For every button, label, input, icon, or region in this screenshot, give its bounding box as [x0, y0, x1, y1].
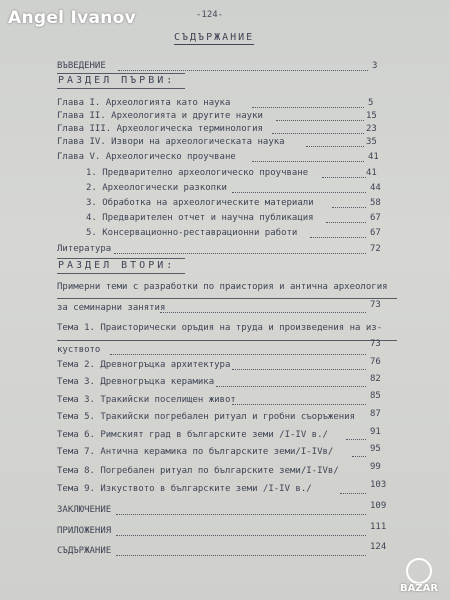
- leader-dots: [216, 386, 366, 387]
- toc-chapter-label: Глава V. Археологическо проучване: [57, 152, 236, 162]
- leader-dots: [276, 120, 364, 121]
- toc-chapter-page: 35: [366, 137, 377, 147]
- toc-topic-page: 87: [370, 409, 381, 419]
- toc-chapter-page: 23: [366, 124, 377, 134]
- leader-dots: [110, 354, 366, 355]
- toc-topic-page: 76: [370, 357, 381, 367]
- rule-line: [57, 340, 397, 341]
- toc-subitem-label: 3. Обработка на археологическите материали: [86, 198, 314, 208]
- leader-dots: [252, 161, 364, 162]
- bazar-logo-text: BAZAR: [400, 583, 439, 594]
- toc-closing-label: ЗАКЛЮЧЕНИЕ: [57, 505, 112, 515]
- toc-subitem-page: 67: [370, 228, 381, 238]
- leader-dots: [232, 404, 366, 405]
- toc-subitem-label: 4. Предварителен отчет и научна публикация: [86, 213, 314, 223]
- toc-closing-page: 124: [370, 542, 387, 552]
- toc-topic-label: Тема 3. Тракийски поселищен живот: [57, 395, 236, 405]
- toc-topic-line1: Тема 1. Праисторически оръдия на труда и произведения на из-: [57, 323, 383, 333]
- toc-topic-label: Тема 9. Изкуството в българските земи /I-IV в./: [57, 484, 312, 494]
- rule-line: [57, 298, 397, 299]
- leader-dots: [232, 369, 366, 370]
- watermark-author: Angel Ivanov: [8, 8, 137, 28]
- leader-dots: [116, 535, 366, 536]
- leader-dots: [118, 70, 368, 71]
- leader-dots: [310, 237, 366, 238]
- section-two-heading: РАЗДЕЛ ВТОРИ:: [58, 260, 176, 271]
- toc-topic-page: 103: [370, 480, 387, 490]
- toc-closing-page: 111: [370, 522, 387, 532]
- leader-dots: [114, 253, 366, 254]
- toc-topic-label: Тема 7. Антична керамика по българските земи/I-IVв/: [57, 447, 334, 457]
- bazar-logo-icon: [406, 558, 432, 584]
- toc-chapter-label: Глава I. Археологията като наука: [57, 98, 231, 108]
- toc-chapter-label: Глава IV. Извори на археологическата наука: [57, 137, 285, 147]
- leader-dots: [352, 456, 366, 457]
- toc-subitem-label: 1. Предварително археологическо проучване: [86, 168, 309, 178]
- toc-topic-label: Тема 2. Древногръцка архитектура: [57, 360, 231, 370]
- toc-topic-label: Тема 3. Древногръцка керамика: [57, 377, 215, 387]
- toc-subitem-page: 41: [366, 168, 377, 178]
- toc-chapter-page: 15: [366, 111, 377, 121]
- toc-closing-label: ПРИЛОЖЕНИЯ: [57, 526, 112, 536]
- leader-dots: [346, 439, 366, 440]
- leader-dots: [252, 107, 364, 108]
- toc-literature-page: 72: [370, 244, 381, 254]
- leader-dots: [332, 207, 366, 208]
- toc-chapter-page: 5: [368, 98, 374, 108]
- leader-dots: [232, 192, 366, 193]
- leader-dots: [116, 514, 366, 515]
- page-number: -124-: [196, 10, 224, 20]
- toc-literature-label: Литература: [57, 244, 112, 254]
- toc-topic-page: 73: [370, 339, 381, 349]
- toc-title: СЪДЪРЖАНИЕ: [174, 32, 255, 43]
- leader-dots: [272, 133, 364, 134]
- toc-intro-page: 3: [372, 61, 378, 71]
- toc-topic-page: 85: [370, 391, 381, 401]
- toc-topic-line2: куството: [57, 345, 101, 355]
- toc-chapter-label: Глава III. Археологическа терминология: [57, 124, 263, 134]
- toc-subitem-label: 5. Консервационно-реставрационни работи: [86, 228, 298, 238]
- toc-topic-page: 91: [370, 427, 381, 437]
- leader-dots: [340, 493, 366, 494]
- toc-topic-page: 95: [370, 444, 381, 454]
- toc-topic-label: Тема 6. Римският град в българските земи /I-IV в./: [57, 430, 328, 440]
- toc-topic-label: Тема 8. Погребален ритуал по българските земи/I-IVв/: [57, 466, 339, 476]
- leader-dots: [322, 177, 366, 178]
- toc-topic-page: 82: [370, 374, 381, 384]
- toc-chapter-page: 41: [368, 152, 379, 162]
- toc-subitem-page: 44: [370, 183, 381, 193]
- toc-chapter-label: Глава II. Археологията и другите науки: [57, 111, 263, 121]
- toc-subitem-label: 2. Археологически разкопки: [86, 183, 227, 193]
- toc-closing-label: СЪДЪРЖАНИЕ: [57, 546, 112, 556]
- section-one-heading: РАЗДЕЛ ПЪРВИ:: [58, 75, 176, 86]
- toc-subitem-page: 58: [370, 198, 381, 208]
- leader-dots: [160, 312, 366, 313]
- leader-dots: [326, 222, 366, 223]
- toc-topic-page: 99: [370, 462, 381, 472]
- toc-topic-label: Тема 5. Тракийски погребален ритуал и гробни съоръжения: [57, 412, 356, 422]
- leader-dots: [306, 146, 364, 147]
- toc-closing-page: 109: [370, 501, 387, 511]
- leader-dots: [116, 555, 366, 556]
- toc-intro2-line2: за семинарни занятия: [57, 303, 166, 313]
- toc-intro2-page: 73: [370, 300, 381, 310]
- toc-subitem-page: 67: [370, 213, 381, 223]
- toc-intro-label: ВЪВЕДЕНИЕ: [57, 61, 106, 71]
- toc-intro2-line1: Примерни теми с разработки по праистория и антична археология: [57, 282, 388, 292]
